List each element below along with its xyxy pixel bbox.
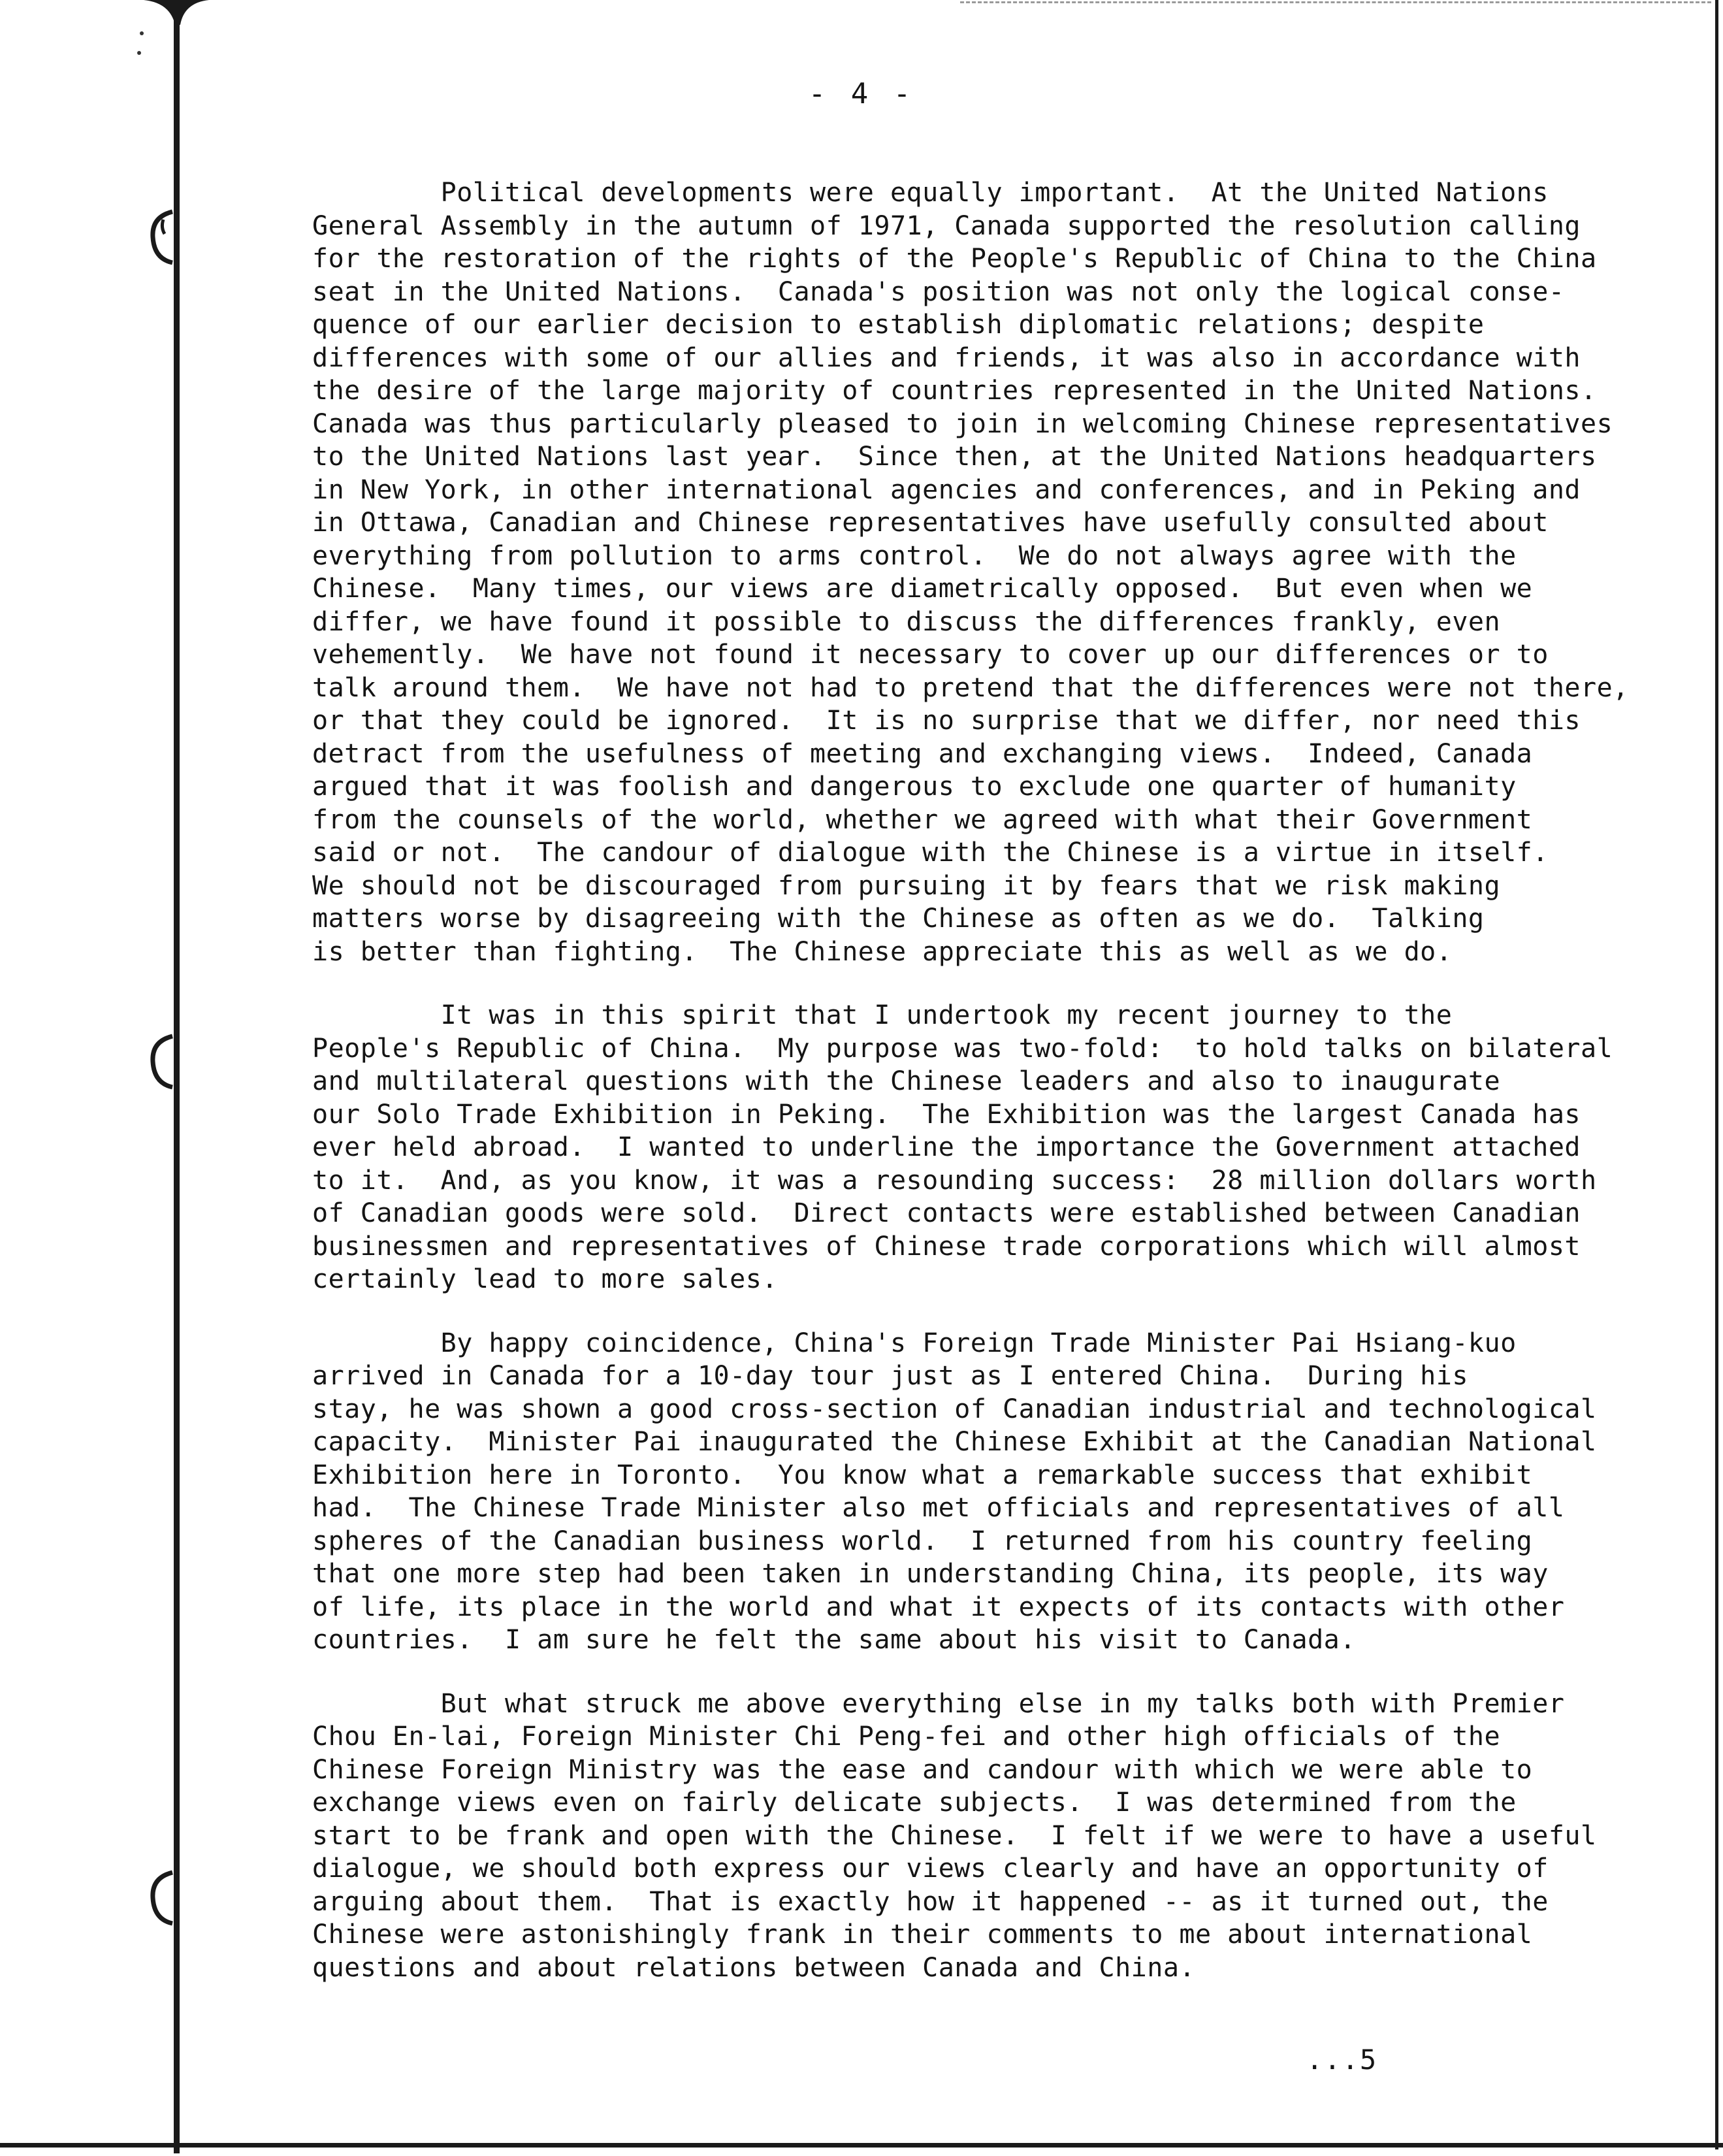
text-line: and multilateral questions with the Chinese leaders and also to inaugurate <box>312 1066 1501 1096</box>
text-line: stay, he was shown a good cross-section of Canadian industrial and technological <box>312 1394 1597 1424</box>
text-line: But what struck me above everything else in my talks both with Premier <box>312 1688 1565 1719</box>
text-line: of life, its place in the world and what it expects of its contacts with other <box>312 1592 1565 1622</box>
text-line: to the United Nations last year. Since then, at the United Nations headquarters <box>312 442 1597 472</box>
text-line: had. The Chinese Trade Minister also met officials and representatives of all <box>312 1493 1565 1523</box>
scan-speck <box>140 31 144 35</box>
text-line: detract from the usefulness of meeting and exchanging views. Indeed, Canada <box>312 738 1533 769</box>
text-line: of Canadian goods were sold. Direct contacts were established between Canadian <box>312 1198 1581 1228</box>
text-line: Political developments were equally important. At the United Nations <box>312 178 1549 208</box>
text-line: Chinese Foreign Ministry was the ease and candour with which we were able to <box>312 1754 1533 1785</box>
scan-speck <box>137 51 141 55</box>
paragraph <box>312 176 1671 968</box>
paragraph <box>312 1688 1671 1985</box>
text-line: countries. I am sure he felt the same about his visit to Canada. <box>312 1625 1356 1655</box>
page-number: - 4 - <box>808 77 915 110</box>
text-line: arrived in Canada for a 10-day tour just as I entered China. During his <box>312 1361 1468 1391</box>
text-line: said or not. The candour of dialogue with the Chinese is a virtue in itself. <box>312 838 1549 868</box>
text-line: capacity. Minister Pai inaugurated the Chinese Exhibit at the Canadian National <box>312 1427 1597 1457</box>
binder-ring-hole <box>148 1869 176 1927</box>
text-line: argued that it was foolish and dangerous to exclude one quarter of humanity <box>312 772 1517 802</box>
text-line: talk around them. We have not had to pretend that the differences were not there, <box>312 672 1629 703</box>
text-line: to it. And, as you know, it was a resounding success: 28 million dollars worth <box>312 1165 1597 1196</box>
top-edge-mark <box>960 1 1711 6</box>
text-line: exchange views even on fairly delicate subjects. I was determined from the <box>312 1788 1517 1818</box>
text-line: in New York, in other international agencies and conferences, and in Peking and <box>312 474 1581 505</box>
text-line: questions and about relations between Canada and China. <box>312 1952 1196 1983</box>
paragraph <box>312 1327 1671 1657</box>
text-line: Canada was thus particularly pleased to join in welcoming Chinese representatives <box>312 408 1613 439</box>
text-line: differences with some of our allies and friends, it was also in accordance with <box>312 342 1581 373</box>
text-line: It was in this spirit that I undertook my recent journey to the <box>312 1000 1453 1030</box>
text-line: People's Republic of China. My purpose was two-fold: to hold talks on bilateral <box>312 1033 1613 1064</box>
text-line: vehemently. We have not found it necessary to cover up our differences or to <box>312 640 1549 670</box>
binder-ring-hole <box>148 208 176 267</box>
text-line: is better than fighting. The Chinese appreciate this as well as we do. <box>312 936 1453 967</box>
text-line: ever held abroad. I wanted to underline the importance the Government attached <box>312 1132 1581 1162</box>
text-line: seat in the United Nations. Canada's position was not only the logical conse- <box>312 276 1565 307</box>
text-line: certainly lead to more sales. <box>312 1264 778 1294</box>
text-line: Chou En-lai, Foreign Minister Chi Peng-fei and other high officials of the <box>312 1722 1501 1752</box>
bottom-edge-rule <box>0 2143 1723 2148</box>
text-line: Exhibition here in Toronto. You know what a remarkable success that exhibit <box>312 1460 1533 1490</box>
binder-ring-hole <box>148 1032 176 1091</box>
text-line: or that they could be ignored. It is no surprise that we differ, nor need this <box>312 706 1581 736</box>
text-line: in Ottawa, Canadian and Chinese representatives have usefully consulted about <box>312 508 1549 538</box>
text-line: spheres of the Canadian business world. I returned from his country feeling <box>312 1526 1533 1556</box>
text-line: from the counsels of the world, whether we agreed with what their Government <box>312 804 1533 835</box>
text-line: We should not be discouraged from pursuing it by fears that we risk making <box>312 870 1501 901</box>
text-line: By happy coincidence, China's Foreign Trade Minister Pai Hsiang-kuo <box>312 1328 1517 1358</box>
text-line: businessmen and representatives of Chinese trade corporations which will almost <box>312 1231 1581 1262</box>
text-line: matters worse by disagreeing with the Chinese as often as we do. Talking <box>312 904 1485 934</box>
right-edge-rule <box>1715 0 1718 2149</box>
text-line: Chinese. Many times, our views are diametrically opposed. But even when we <box>312 574 1533 604</box>
body-text <box>312 176 1671 2015</box>
text-line: arguing about them. That is exactly how it happened -- as it turned out, the <box>312 1886 1549 1917</box>
text-line: for the restoration of the rights of the People's Republic of China to the China <box>312 244 1597 274</box>
text-line: General Assembly in the autumn of 1971, Canada supported the resolution calling <box>312 210 1581 241</box>
text-line: that one more step had been taken in understanding China, its people, its way <box>312 1559 1549 1589</box>
text-line: everything from pollution to arms control. We do not always agree with the <box>312 540 1517 571</box>
paragraph <box>312 999 1671 1296</box>
text-line: quence of our earlier decision to establish diplomatic relations; despite <box>312 310 1485 340</box>
text-line: Chinese were astonishingly frank in their comments to me about international <box>312 1919 1533 1950</box>
text-line: differ, we have found it possible to discuss the differences frankly, even <box>312 606 1501 637</box>
text-line: our Solo Trade Exhibition in Peking. The Exhibition was the largest Canada has <box>312 1099 1581 1130</box>
text-line: start to be frank and open with the Chinese. I felt if we were to have a useful <box>312 1820 1597 1851</box>
text-line: the desire of the large majority of countries represented in the United Nations. <box>312 376 1597 406</box>
text-line: dialogue, we should both express our views clearly and have an opportunity of <box>312 1854 1549 1884</box>
continuation-marker: ...5 <box>1306 2044 1378 2076</box>
